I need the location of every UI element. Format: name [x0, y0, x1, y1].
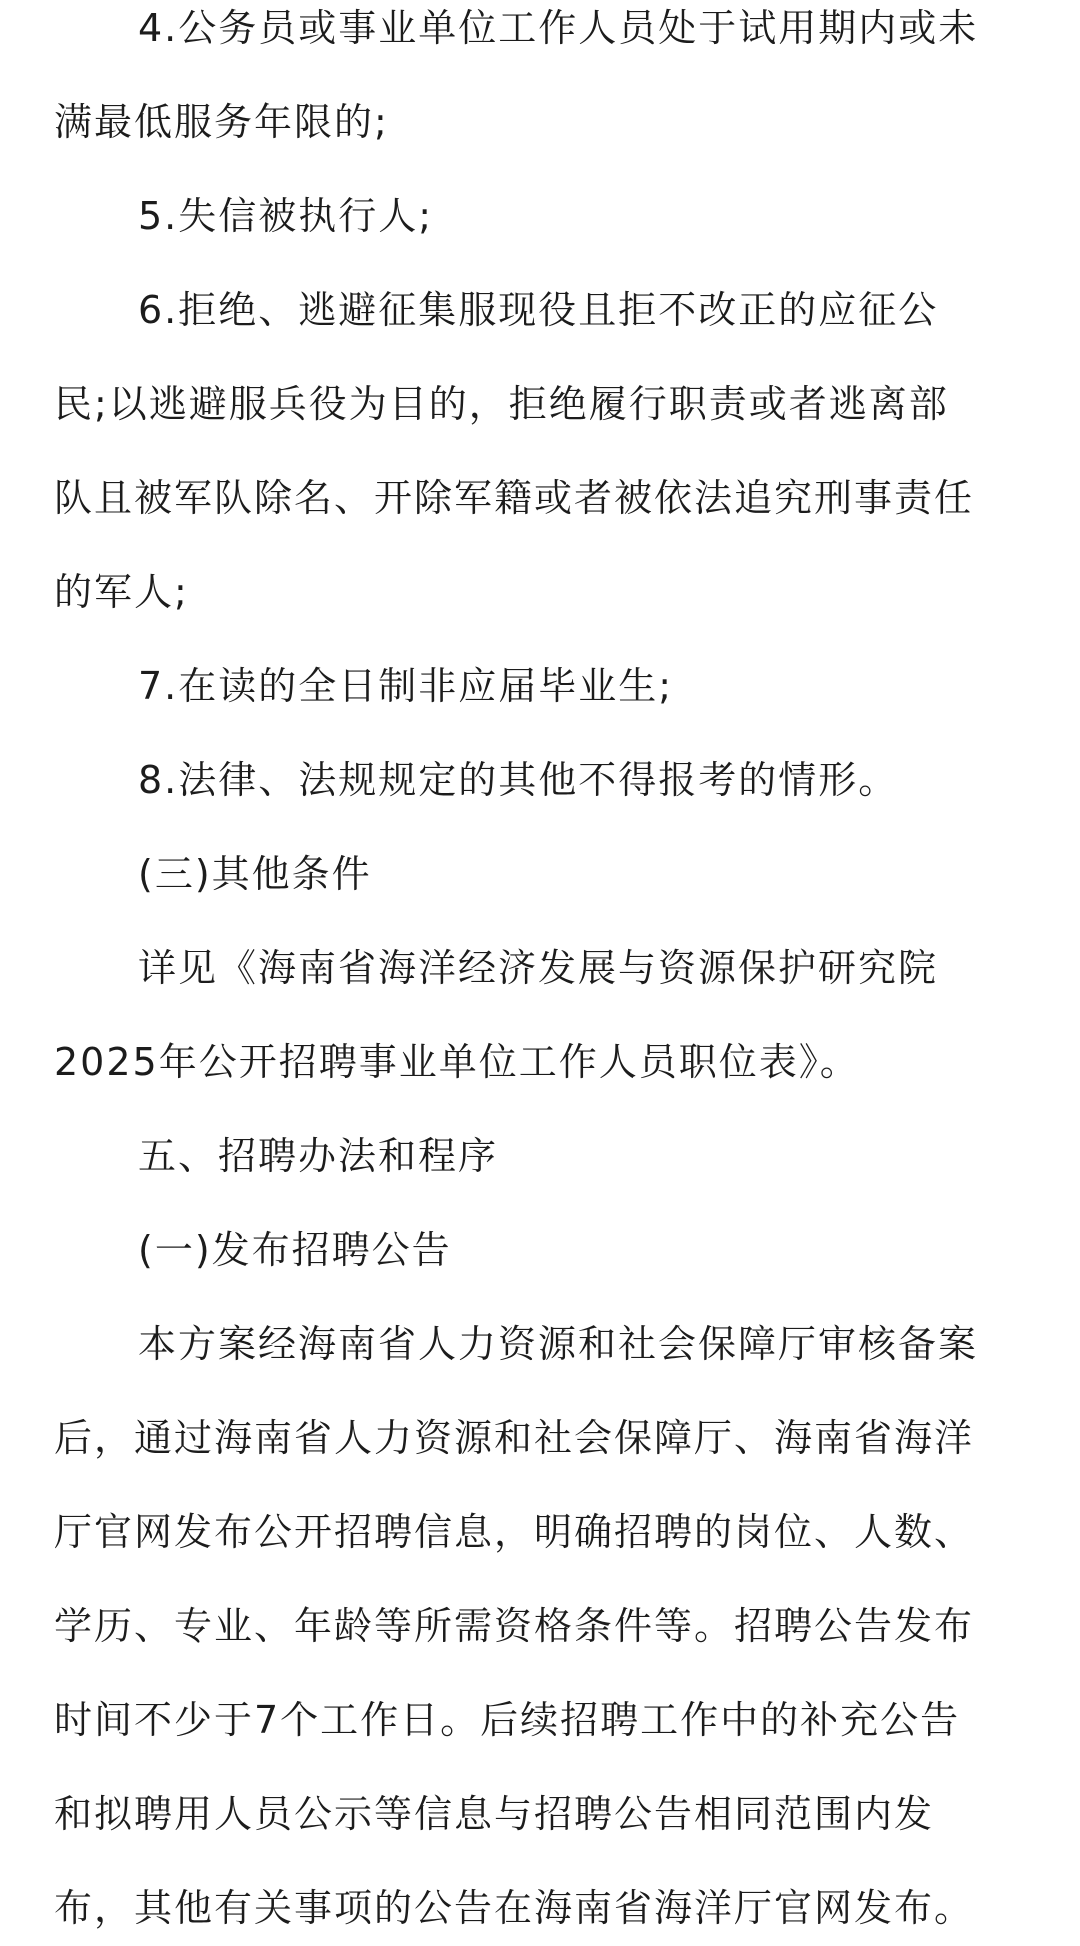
text-line-details-end: 2025年公开招聘事业单位工作人员职位表》。	[54, 1040, 860, 1084]
text-line-announcement-5: 时间不少于7个工作日。后续招聘工作中的补充公告	[54, 1698, 961, 1742]
section-heading-other-conditions: (三)其他条件	[138, 852, 372, 896]
subsection-heading-announcement: (一)发布招聘公告	[138, 1228, 452, 1272]
text-line-announcement-4: 学历、专业、年龄等所需资格条件等。招聘公告发布	[54, 1604, 975, 1648]
text-line-announcement-7: 布，其他有关事项的公告在海南省海洋厅官网发布。	[54, 1886, 975, 1930]
section-heading-recruitment-methods: 五、招聘办法和程序	[138, 1134, 499, 1178]
text-line-announcement-6: 和拟聘用人员公示等信息与招聘公告相同范围内发	[54, 1792, 935, 1836]
text-line-item-6-cont-1: 民;以逃避服兵役为目的，拒绝履行职责或者逃离部	[54, 382, 949, 426]
text-line-announcement-3: 厅官网发布公开招聘信息，明确招聘的岗位、人数、	[54, 1510, 975, 1554]
text-line-item-5: 5.失信被执行人;	[138, 194, 434, 238]
text-line-item-4-end: 满最低服务年限的;	[54, 100, 389, 144]
text-line-item-7: 7.在读的全日制非应届毕业生;	[138, 664, 674, 708]
text-line-item-6-start: 6.拒绝、逃避征集服现役且拒不改正的应征公	[138, 288, 939, 332]
text-line-item-6-cont-2: 队且被军队除名、开除军籍或者被依法追究刑事责任	[54, 476, 975, 520]
text-line-announcement-2: 后，通过海南省人力资源和社会保障厅、海南省海洋	[54, 1416, 975, 1460]
text-line-announcement-1: 本方案经海南省人力资源和社会保障厅审核备案	[138, 1322, 979, 1366]
text-line-details-start: 详见《海南省海洋经济发展与资源保护研究院	[138, 946, 939, 990]
text-line-item-4-start: 4.公务员或事业单位工作人员处于试用期内或未	[138, 6, 979, 50]
text-line-item-6-end: 的军人;	[54, 570, 189, 614]
text-line-item-8: 8.法律、法规规定的其他不得报考的情形。	[138, 758, 899, 802]
